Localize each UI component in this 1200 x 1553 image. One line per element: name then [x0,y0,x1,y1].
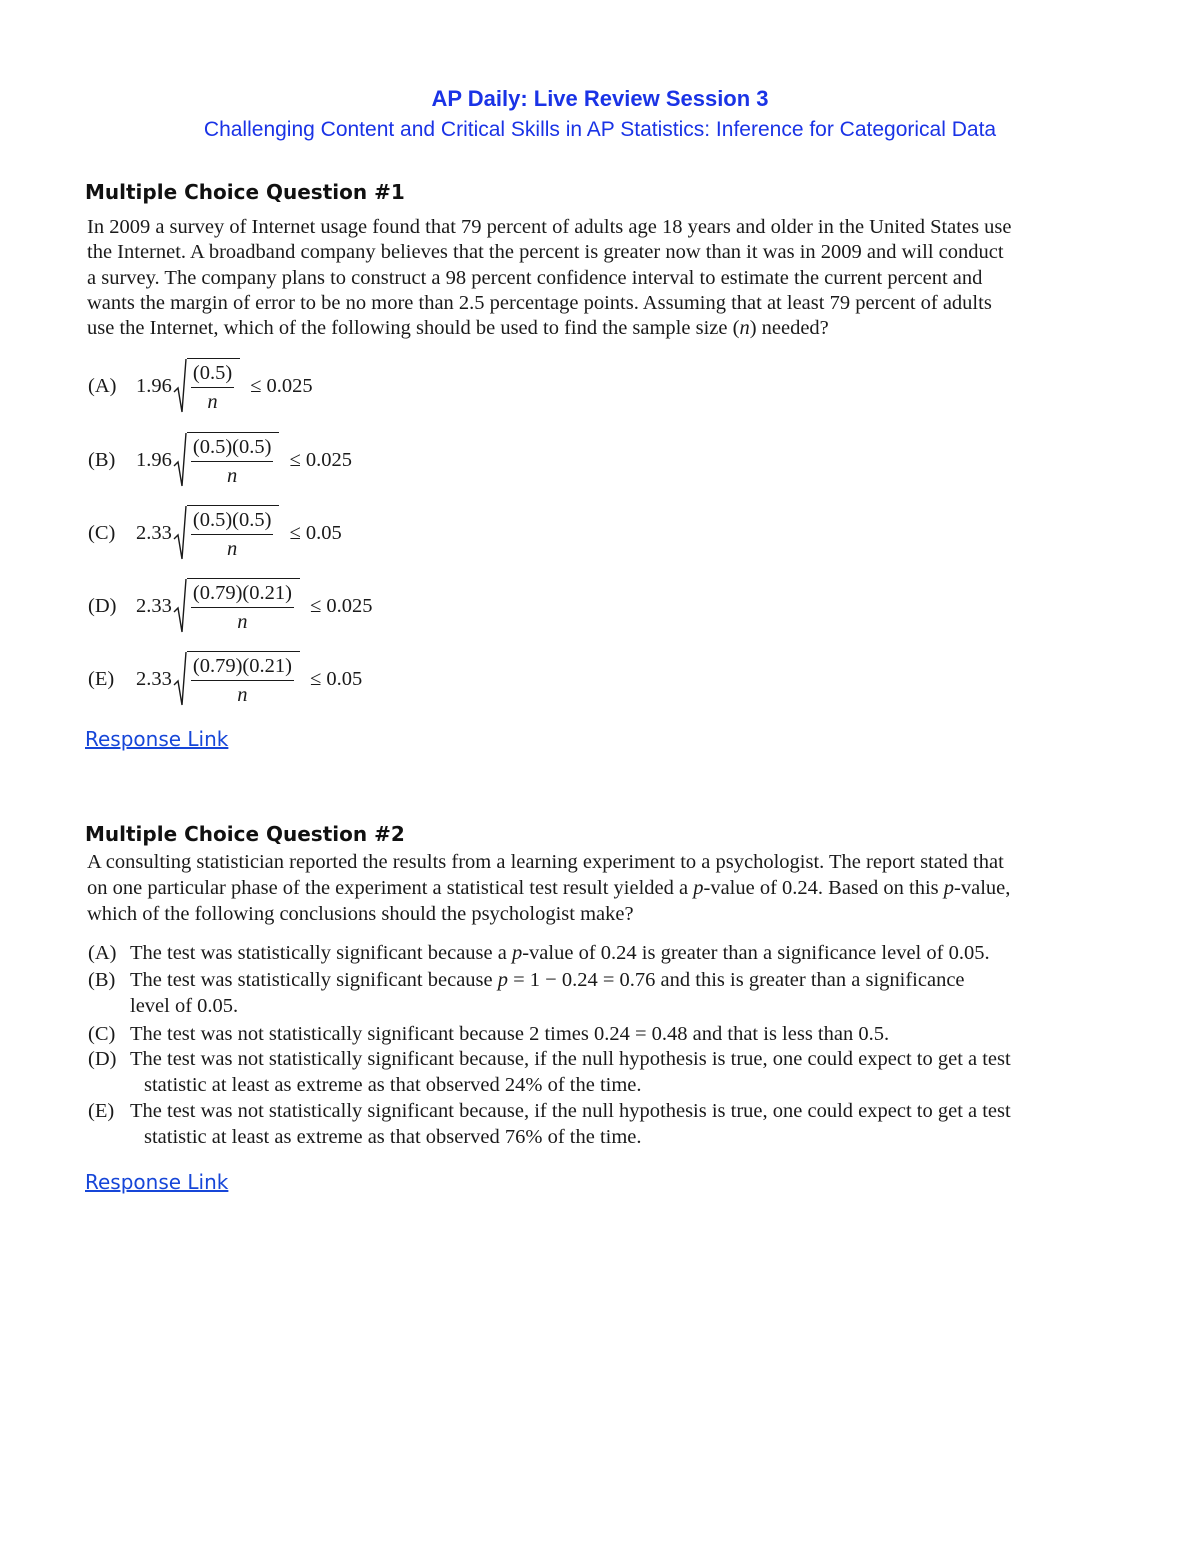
q2-option-c[interactable] [88,1021,1128,1047]
q2-response-link[interactable]: Response Link [85,1170,229,1194]
radical-sign-icon [173,578,187,634]
variable-p: p [693,877,704,899]
variable-p: p [511,942,523,964]
fraction [187,651,300,707]
document-subtitle: Challenging Content and Critical Skills in AP Statistics: Inference for Categorical Data [203,118,997,141]
q2-option-b[interactable] [88,967,1128,1019]
fraction [187,358,240,414]
option-text: The test was statistically significant because a [130,942,512,964]
stem-line: wants the margin of error to be no more than 2.5 percentage points. Assuming that at least 79 percent of adults [87,291,992,314]
option-continuation: statistic at least as extreme as that observed 24% of the time. [144,1074,642,1096]
question-2-heading: Multiple Choice Question #2 [85,822,405,846]
q1-option-b[interactable] [88,430,352,490]
fraction-denominator: n [207,391,218,413]
variable-p: p [497,969,508,991]
q1-option-d[interactable] [88,576,372,636]
question-2-stem [87,849,1127,927]
fraction-denominator: n [227,465,238,487]
fraction-numerator: (0.5)(0.5) [191,435,274,462]
fraction [187,578,300,634]
option-label: (A) [88,374,117,397]
radical-sign-icon [173,651,187,707]
option-label: (A) [88,942,117,964]
option-comparison: ≤ 0.05 [289,521,342,544]
fraction [187,432,280,488]
option-label: (D) [88,594,117,617]
square-root [173,505,280,561]
question-1-heading: Multiple Choice Question #1 [85,180,405,204]
fraction-denominator: n [237,611,248,633]
option-text: = 1 − 0.24 = 0.76 and this is greater than a significance [508,969,965,991]
option-label: (E) [88,1100,115,1122]
stem-text: -value of 0.24. Based on this [703,877,944,899]
radical-sign-icon [173,505,187,561]
stem-line: a survey. The company plans to construct a 98 percent confidence interval to estimate the current percent and [87,266,983,289]
option-comparison: ≤ 0.025 [309,594,373,617]
square-root [173,578,300,634]
question-1-stem [87,215,1117,341]
option-label: (B) [88,448,116,471]
fraction [187,505,280,561]
option-text: The test was not statistically significant because 2 times 0.24 = 0.48 and that is less than 0.5. [130,1023,890,1045]
stem-line: A consulting statistician reported the results from a learning experiment to a psychologist. The report stated that [87,851,1004,873]
document-title: AP Daily: Live Review Session 3 [431,86,769,111]
fraction-denominator: n [227,538,238,560]
square-root [173,432,280,488]
stem-line: which of the following conclusions should the psychologist make? [87,903,634,925]
stem-line [87,316,1117,341]
stem-text: on one particular phase of the experiment a statistical test result yielded a [87,877,694,899]
option-label: (B) [88,969,116,991]
radical-sign-icon [173,432,187,488]
option-comparison: ≤ 0.025 [250,374,313,397]
fraction-denominator: n [237,684,248,706]
option-label: (E) [88,667,115,690]
option-coefficient: 1.96 [136,448,172,471]
square-root [173,358,240,414]
fraction-numerator: (0.5) [191,361,234,388]
q2-option-e[interactable] [88,1098,1128,1150]
option-text: The test was statistically significant because [130,969,498,991]
option-coefficient: 2.33 [136,521,172,544]
variable-p: p [943,877,955,899]
q1-option-e[interactable] [88,649,362,709]
q2-option-d[interactable] [88,1046,1128,1098]
stem-text: use the Internet, which of the following should be used to find the sample size ( [87,317,740,340]
stem-text: -value, [954,877,1011,899]
option-coefficient: 2.33 [136,594,172,617]
q2-option-a[interactable] [88,940,1128,966]
fraction-numerator: (0.79)(0.21) [191,654,294,681]
option-text: The test was not statistically significant because, if the null hypothesis is true, one could expect to get a test [130,1048,1011,1070]
option-coefficient: 1.96 [136,374,172,397]
option-comparison: ≤ 0.025 [289,448,352,471]
option-coefficient: 2.33 [136,667,172,690]
stem-line: In 2009 a survey of Internet usage found that 79 percent of adults age 18 years and older in the United States use [87,216,1012,238]
square-root [173,651,300,707]
option-text: -value of 0.24 is greater than a significance level of 0.05. [522,942,990,964]
option-label: (C) [88,1023,116,1045]
option-text: The test was not statistically significant because, if the null hypothesis is true, one could expect to get a test [130,1100,1011,1122]
variable-n: n [739,317,750,340]
option-continuation: level of 0.05. [130,995,239,1017]
stem-line [87,875,1127,901]
radical-sign-icon [173,358,187,414]
option-comparison: ≤ 0.05 [309,667,363,690]
option-label: (C) [88,521,116,544]
fraction-numerator: (0.79)(0.21) [191,581,294,608]
q1-option-c[interactable] [88,503,342,563]
option-label: (D) [88,1048,117,1070]
fraction-numerator: (0.5)(0.5) [191,508,274,535]
stem-line: the Internet. A broadband company believes that the percent is greater now than it was in 2009 and will conduct [87,241,1004,264]
q1-option-a[interactable] [88,356,313,416]
stem-text: ) needed? [749,317,829,340]
option-continuation: statistic at least as extreme as that observed 76% of the time. [144,1126,642,1148]
q1-response-link[interactable]: Response Link [85,727,229,751]
